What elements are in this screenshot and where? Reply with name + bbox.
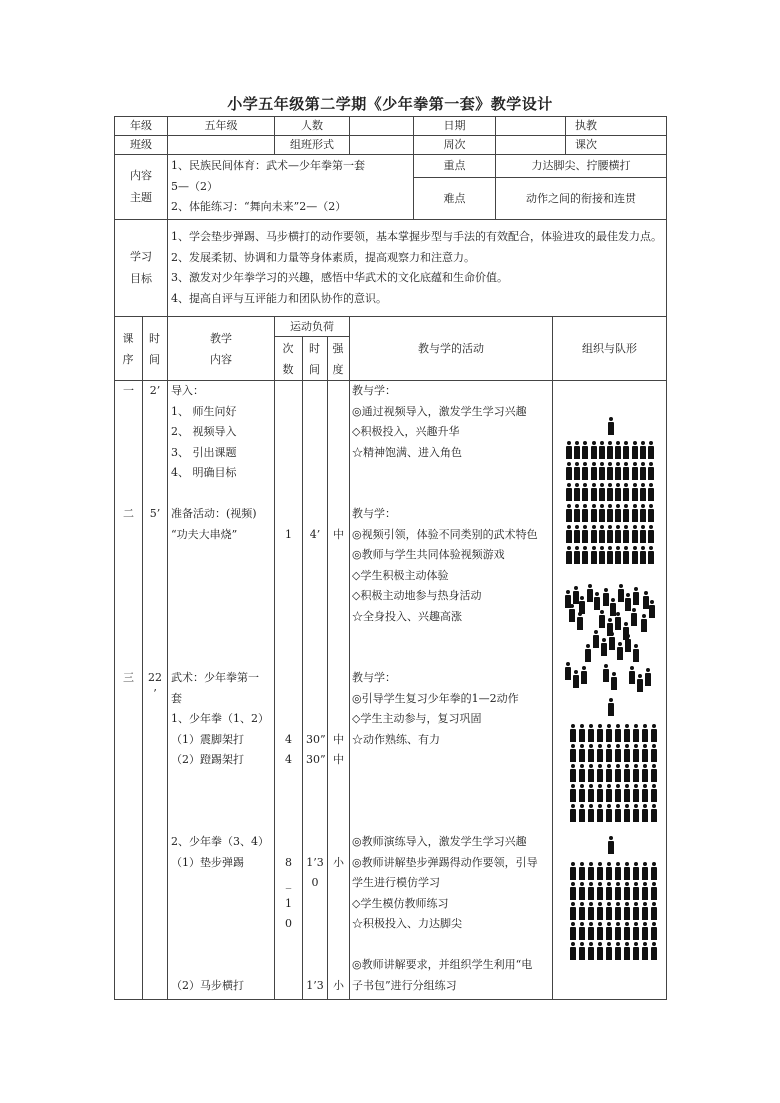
student-figure-icon xyxy=(651,942,657,960)
student-figure-icon xyxy=(651,804,657,822)
student-figure-icon xyxy=(615,902,621,920)
content-row xyxy=(115,155,667,178)
student-figure-icon xyxy=(651,764,657,782)
student-figure-icon xyxy=(651,882,657,900)
student-figure-icon xyxy=(579,744,585,762)
student-figure-icon xyxy=(633,804,639,822)
activity-column: 教与学： ◎通过视频导入，激发学生学习兴趣 ◇积极投入，兴趣升华 ☆精神饱满、进入角色 教与学： ◎视频引领，体验不同类别的武术特色 ◎教师与学生共同体验视频游戏 ◇学生积极主动体验 ◇积极主动地参与热身活动 ☆全身投入、兴趣高涨 教与学： ◎引导学生复习少年拳的1—2动作 ◇学生主动参与，复习巩固 ☆动作熟练、有力 ◎教师演练导入，激发学生学习兴趣 ◎教师讲解垫步弹踢得动作要领，引导 学生进行模仿学习 ◇学生模仿教师练习 ☆积极投入、力达脚尖 ◎教师讲解要求，并组织学生利用“电 子书包”进行分组练习 xyxy=(350,381,553,1000)
difficulty-value: 动作之间的衔接和连贯 xyxy=(496,178,667,220)
student-figure-icon xyxy=(566,441,572,459)
student-figure-icon xyxy=(641,614,647,632)
student-figure-icon xyxy=(640,483,646,501)
page-title: 小学五年级第二学期《少年拳第一套》教学设计 xyxy=(227,95,553,113)
difficulty-label: 难点 xyxy=(414,178,496,220)
student-figure-icon xyxy=(623,462,629,480)
date-label: 日期 xyxy=(414,117,496,136)
student-figure-icon xyxy=(651,902,657,920)
col-time: 时间 xyxy=(143,317,168,381)
col-duration: 时间 xyxy=(303,337,328,381)
count-column: 1 4 4 8 _ 1 0 xyxy=(275,381,303,1000)
student-figure-icon xyxy=(597,804,603,822)
student-figure-icon xyxy=(597,942,603,960)
student-figure-icon xyxy=(615,724,621,742)
student-figure-icon xyxy=(642,724,648,742)
student-figure-icon xyxy=(582,525,588,543)
student-figure-icon xyxy=(606,784,612,802)
student-figure-icon xyxy=(615,462,621,480)
student-figure-icon xyxy=(615,764,621,782)
student-figure-icon xyxy=(651,922,657,940)
goal-item: 4、提高自评与互评能力和团队协作的意识。 xyxy=(171,291,387,305)
key-point-value: 力达脚尖、拧腰横打 xyxy=(496,155,667,178)
student-figure-icon xyxy=(599,441,605,459)
lesson-number-cell xyxy=(566,136,667,155)
student-figure-icon xyxy=(570,764,576,782)
student-figure-icon xyxy=(588,862,594,880)
student-figure-icon xyxy=(648,441,654,459)
student-figure-icon xyxy=(632,504,638,522)
student-figure-icon xyxy=(642,922,648,940)
student-figure-icon xyxy=(623,525,629,543)
student-figure-icon xyxy=(570,784,576,802)
student-figure-icon xyxy=(582,504,588,522)
content-label: 内容主题 xyxy=(115,155,168,220)
student-figure-icon xyxy=(615,744,621,762)
student-figure-icon xyxy=(566,504,572,522)
student-figure-icon xyxy=(633,587,639,605)
student-figure-icon xyxy=(582,546,588,564)
student-figure-icon xyxy=(570,902,576,920)
student-figure-icon xyxy=(588,942,594,960)
student-figure-icon xyxy=(640,441,646,459)
student-figure-icon xyxy=(633,902,639,920)
student-figure-icon xyxy=(579,882,585,900)
content-column: 导入： 1、 师生问好 2、 视频导入 3、 引出课题 4、 明确目标 准备活动：(视频) “功夫大串烧” 武术：少年拳第一 套 1、少年拳（1、2） （1）震脚架打 （2）蹬踢架打 2、少年拳（3、4） （1）垫步弹踢 （2）马步横打 xyxy=(168,381,275,1000)
student-figure-icon xyxy=(597,882,603,900)
student-figure-icon xyxy=(566,546,572,564)
formation-columns xyxy=(553,836,666,966)
student-figure-icon xyxy=(599,525,605,543)
student-figure-icon xyxy=(570,942,576,960)
student-figure-icon xyxy=(574,483,580,501)
student-figure-icon xyxy=(588,784,594,802)
student-figure-icon xyxy=(606,902,612,920)
student-figure-icon xyxy=(618,584,624,602)
student-figure-icon xyxy=(597,902,603,920)
student-figure-icon xyxy=(574,462,580,480)
student-figure-icon xyxy=(582,462,588,480)
student-figure-icon xyxy=(624,784,630,802)
student-figure-icon xyxy=(651,784,657,802)
student-figure-icon xyxy=(579,862,585,880)
student-figure-icon xyxy=(629,666,635,684)
student-figure-icon xyxy=(603,664,609,682)
student-figure-icon xyxy=(581,666,587,684)
student-figure-icon xyxy=(642,942,648,960)
student-figure-icon xyxy=(645,668,651,686)
grade-label: 年级 xyxy=(115,117,168,136)
student-figure-icon xyxy=(569,604,575,622)
lesson-plan-table xyxy=(114,116,667,1000)
student-figure-icon xyxy=(606,942,612,960)
student-figure-icon xyxy=(593,630,599,648)
col-content: 教学内容 xyxy=(168,317,275,381)
student-figure-icon xyxy=(566,462,572,480)
student-figure-icon xyxy=(579,804,585,822)
student-figure-icon xyxy=(640,525,646,543)
student-figure-icon xyxy=(588,764,594,782)
teacher-cell xyxy=(566,117,667,136)
student-figure-icon xyxy=(588,724,594,742)
student-figure-icon xyxy=(633,644,639,662)
student-figure-icon xyxy=(648,504,654,522)
student-figure-icon xyxy=(597,784,603,802)
student-figure-icon xyxy=(651,744,657,762)
student-figure-icon xyxy=(615,882,621,900)
student-figure-icon xyxy=(585,644,591,662)
student-figure-icon xyxy=(588,922,594,940)
student-figure-icon xyxy=(624,744,630,762)
group-label: 组班形式 xyxy=(275,136,350,155)
student-figure-icon xyxy=(591,441,597,459)
student-figure-icon xyxy=(642,882,648,900)
goals-label: 学习目标 xyxy=(115,220,168,317)
student-figure-icon xyxy=(648,483,654,501)
col-count: 次数 xyxy=(275,337,303,381)
student-figure-icon xyxy=(623,504,629,522)
goals-text xyxy=(168,220,667,317)
student-figure-icon xyxy=(624,942,630,960)
student-figure-icon xyxy=(615,546,621,564)
student-figure-icon xyxy=(642,764,648,782)
student-figure-icon xyxy=(648,462,654,480)
student-figure-icon xyxy=(640,546,646,564)
student-figure-icon xyxy=(607,462,613,480)
student-figure-icon xyxy=(651,724,657,742)
student-figure-icon xyxy=(642,744,648,762)
student-figure-icon xyxy=(615,862,621,880)
student-figure-icon xyxy=(642,784,648,802)
student-figure-icon xyxy=(591,546,597,564)
student-figure-icon xyxy=(587,584,593,602)
student-figure-icon xyxy=(625,634,631,652)
student-figure-icon xyxy=(633,882,639,900)
col-intensity: 强度 xyxy=(328,337,350,381)
student-figure-icon xyxy=(624,804,630,822)
student-figure-icon xyxy=(637,674,643,692)
student-figure-icon xyxy=(570,804,576,822)
student-figure-icon xyxy=(632,525,638,543)
student-figure-icon xyxy=(642,804,648,822)
student-figure-icon xyxy=(597,862,603,880)
student-figure-icon xyxy=(642,902,648,920)
student-figure-icon xyxy=(615,804,621,822)
student-figure-icon xyxy=(632,546,638,564)
week-label: 周次 xyxy=(414,136,496,155)
key-point-label: 重点 xyxy=(414,155,496,178)
organization-column xyxy=(553,381,667,1000)
student-figure-icon xyxy=(566,525,572,543)
student-figure-icon xyxy=(607,546,613,564)
student-figure-icon xyxy=(599,504,605,522)
student-figure-icon xyxy=(623,483,629,501)
student-figure-icon xyxy=(606,724,612,742)
student-figure-icon xyxy=(624,902,630,920)
student-figure-icon xyxy=(582,483,588,501)
student-figure-icon xyxy=(603,588,609,606)
student-figure-icon xyxy=(632,462,638,480)
student-figure-icon xyxy=(624,724,630,742)
student-figure-icon xyxy=(633,942,639,960)
student-figure-icon xyxy=(632,441,638,459)
class-label: 班级 xyxy=(115,136,168,155)
teacher-label: 执教 xyxy=(575,119,598,132)
content-text: 1、民族民间体育：武术—少年拳第一套 5—（2） 2、体能练习：“舞向未来”2—（2） xyxy=(168,155,414,220)
goals-row xyxy=(115,220,667,317)
student-figure-icon xyxy=(633,724,639,742)
student-figure-icon xyxy=(591,483,597,501)
lesson-number-label: 课次 xyxy=(575,138,598,151)
student-figure-icon xyxy=(606,804,612,822)
student-figure-icon xyxy=(591,462,597,480)
student-figure-icon xyxy=(617,642,623,660)
student-figure-icon xyxy=(615,504,621,522)
student-figure-icon xyxy=(606,764,612,782)
student-figure-icon xyxy=(582,441,588,459)
student-figure-icon xyxy=(577,612,583,630)
student-figure-icon xyxy=(588,882,594,900)
student-figure-icon xyxy=(624,862,630,880)
student-figure-icon xyxy=(599,483,605,501)
student-figure-icon xyxy=(633,922,639,940)
student-figure-icon xyxy=(633,784,639,802)
student-figure-icon xyxy=(579,764,585,782)
student-figure-icon xyxy=(588,804,594,822)
col-load: 运动负荷 xyxy=(275,317,350,337)
student-figure-icon xyxy=(599,610,605,628)
student-figure-icon xyxy=(624,882,630,900)
student-figure-icon xyxy=(601,638,607,656)
student-figure-icon xyxy=(594,592,600,610)
student-figure-icon xyxy=(648,525,654,543)
student-figure-icon xyxy=(566,483,572,501)
student-figure-icon xyxy=(599,462,605,480)
student-figure-icon xyxy=(570,724,576,742)
student-figure-icon xyxy=(631,608,637,626)
student-figure-icon xyxy=(649,600,655,618)
student-figure-icon xyxy=(624,764,630,782)
goal-item: 3、激发对少年拳学习的兴趣，感悟中华武术的文化底蕴和生命价值。 xyxy=(171,271,508,284)
col-seq: 课序 xyxy=(115,317,143,381)
student-figure-icon xyxy=(606,922,612,940)
student-figure-icon xyxy=(574,441,580,459)
student-figure-icon xyxy=(570,744,576,762)
student-figure-icon xyxy=(607,525,613,543)
student-figure-icon xyxy=(607,441,613,459)
formation-scattered xyxy=(553,582,666,702)
student-figure-icon xyxy=(579,922,585,940)
header-row-grade xyxy=(115,117,667,136)
student-figure-icon xyxy=(570,862,576,880)
group-value xyxy=(350,136,414,155)
student-figure-icon xyxy=(606,882,612,900)
grade-value: 五年级 xyxy=(168,117,275,136)
student-figure-icon xyxy=(565,662,571,680)
student-figure-icon xyxy=(633,862,639,880)
class-value xyxy=(168,136,275,155)
student-figure-icon xyxy=(588,902,594,920)
student-figure-icon xyxy=(615,784,621,802)
student-figure-icon xyxy=(615,483,621,501)
student-figure-icon xyxy=(633,764,639,782)
student-figure-icon xyxy=(606,744,612,762)
header-row-class xyxy=(115,136,667,155)
col-activity: 教与学的活动 xyxy=(350,317,553,381)
student-figure-icon xyxy=(611,672,617,690)
student-figure-icon xyxy=(633,744,639,762)
goal-item: 2、发展柔韧、协调和力量等身体素质，提高观察力和注意力。 xyxy=(171,250,475,264)
student-figure-icon xyxy=(597,922,603,940)
student-figure-icon xyxy=(574,525,580,543)
student-figure-icon xyxy=(609,632,615,650)
student-figure-icon xyxy=(607,483,613,501)
student-figure-icon xyxy=(597,764,603,782)
count-label: 人数 xyxy=(275,117,350,136)
student-figure-icon xyxy=(615,942,621,960)
lesson-body-row xyxy=(115,381,667,1000)
date-value xyxy=(496,117,566,136)
student-figure-icon xyxy=(570,922,576,940)
formation-columns xyxy=(553,698,666,828)
formation-grid xyxy=(553,417,666,577)
student-figure-icon xyxy=(579,784,585,802)
student-figure-icon xyxy=(642,862,648,880)
intensity-column: 中 中 中 小 小 xyxy=(328,381,350,1000)
duration-column: 4’ 30” 30” 1’3 0 1’3 xyxy=(303,381,328,1000)
student-figure-icon xyxy=(574,546,580,564)
student-figure-icon xyxy=(615,922,621,940)
student-figure-icon xyxy=(597,724,603,742)
student-figure-icon xyxy=(615,441,621,459)
student-figure-icon xyxy=(591,525,597,543)
student-figure-icon xyxy=(651,862,657,880)
student-figure-icon xyxy=(640,462,646,480)
student-figure-icon xyxy=(615,525,621,543)
student-figure-icon xyxy=(640,504,646,522)
student-figure-icon xyxy=(632,483,638,501)
goal-item: 1、学会垫步弹踢、马步横打的动作要领，基本掌握步型与手法的有效配合，体验进攻的最佳发力点。 xyxy=(171,230,662,243)
student-figure-icon xyxy=(579,724,585,742)
student-figure-icon xyxy=(623,441,629,459)
student-figure-icon xyxy=(607,504,613,522)
student-figure-icon xyxy=(570,882,576,900)
student-figure-icon xyxy=(573,670,579,688)
student-figure-icon xyxy=(579,902,585,920)
week-value xyxy=(496,136,566,155)
student-figure-icon xyxy=(606,862,612,880)
count-value xyxy=(350,117,414,136)
student-figure-icon xyxy=(623,546,629,564)
student-figure-icon xyxy=(624,922,630,940)
col-organization: 组织与队形 xyxy=(553,317,667,381)
student-figure-icon xyxy=(574,504,580,522)
student-figure-icon xyxy=(597,744,603,762)
time-column: 2’ 5’ 22 ’ xyxy=(143,381,168,1000)
student-figure-icon xyxy=(615,612,621,630)
student-figure-icon xyxy=(591,504,597,522)
student-figure-icon xyxy=(579,942,585,960)
column-header-row xyxy=(115,317,667,337)
student-figure-icon xyxy=(588,744,594,762)
seq-column: 一 二 三 xyxy=(115,381,143,1000)
student-figure-icon xyxy=(599,546,605,564)
student-figure-icon xyxy=(648,546,654,564)
